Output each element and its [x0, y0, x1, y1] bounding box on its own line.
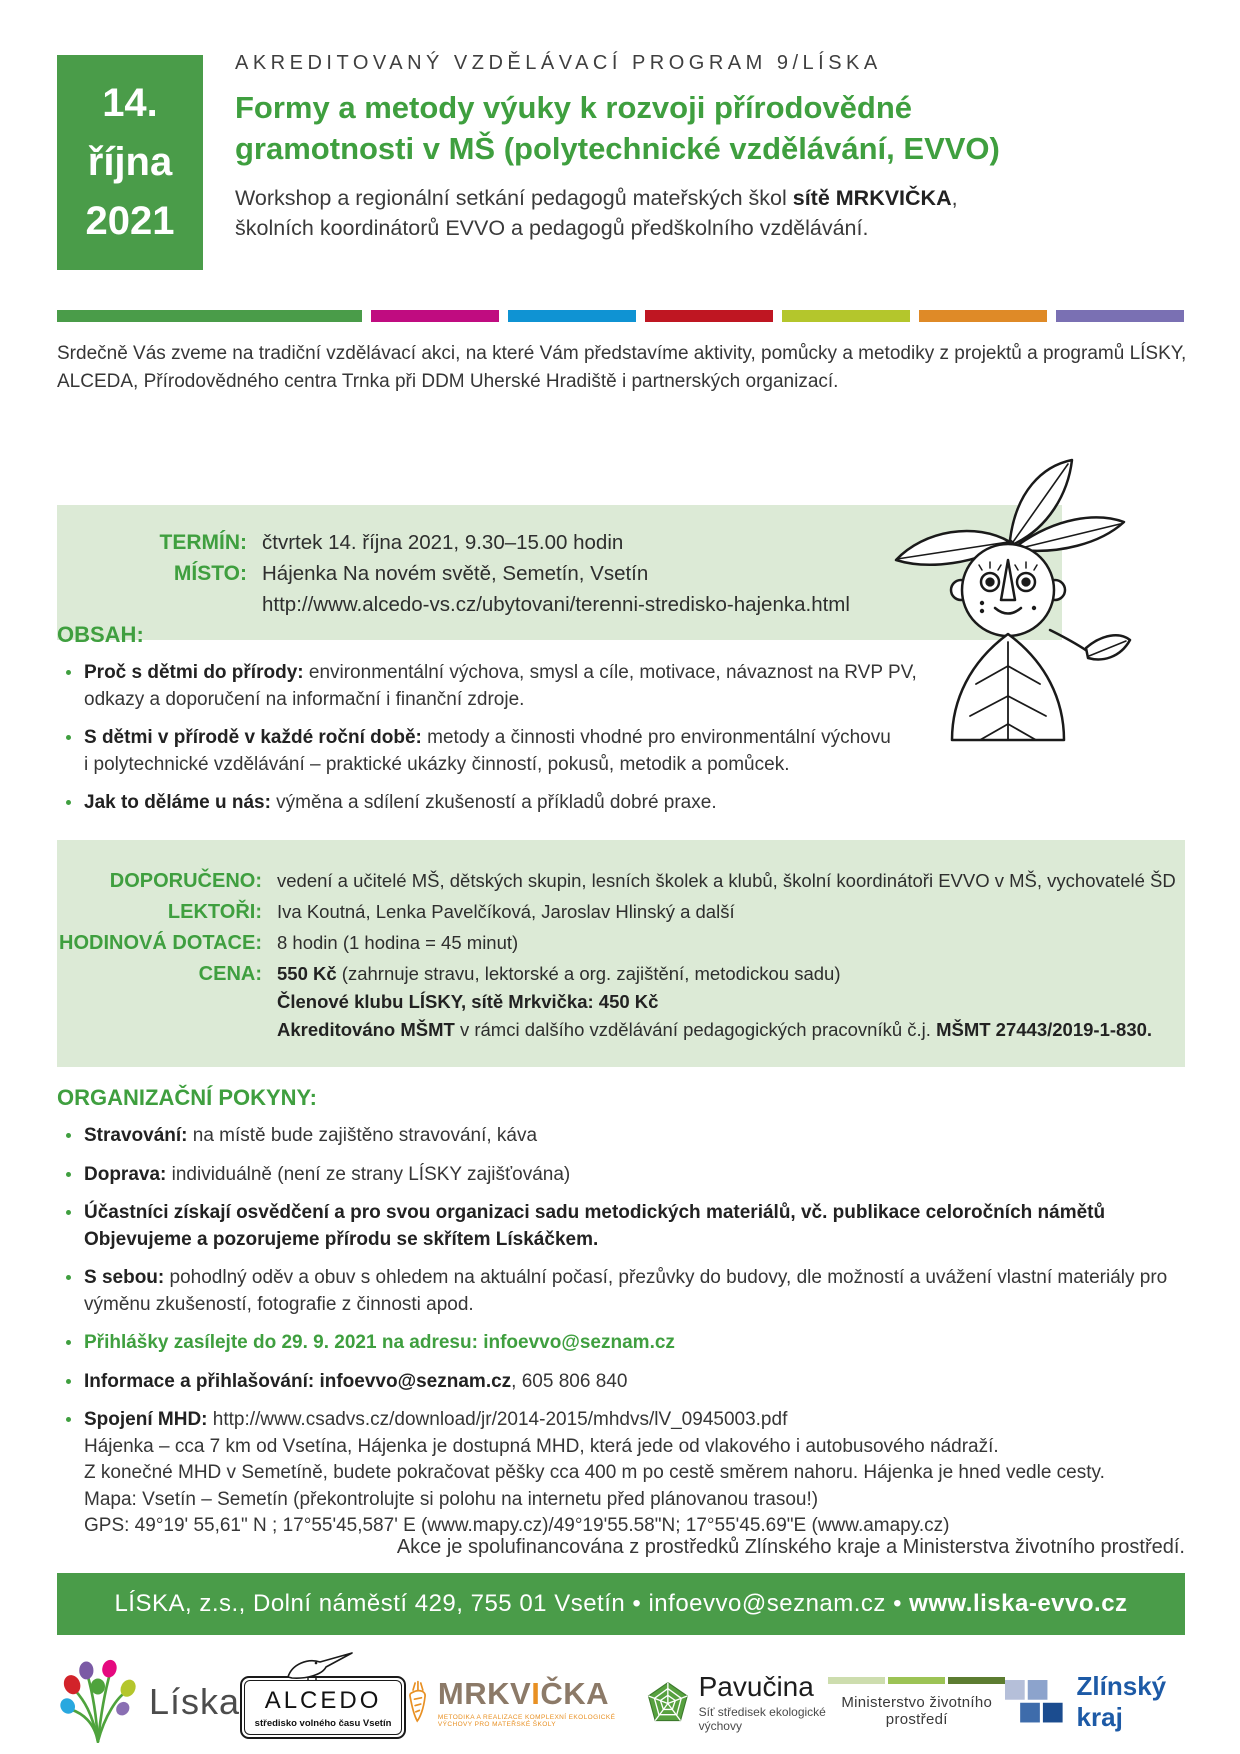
row-label: HODINOVÁ DOTACE: — [59, 932, 262, 954]
bullet-item — [57, 1369, 1217, 1396]
text-segment: Proč s dětmi do přírody: — [84, 662, 304, 683]
text-line — [84, 1162, 1217, 1189]
bullet-item — [57, 790, 1197, 817]
text-segment: Členové klubu LÍSKY, sítě Mrkvička: 450 Kč — [277, 991, 659, 1012]
logo-mzp — [828, 1677, 1005, 1728]
text-segment: Doprava: — [84, 1163, 167, 1185]
text-line — [277, 960, 1152, 988]
text-segment: výměnu zkušeností, fotografie z činnosti apod. — [84, 1293, 474, 1315]
mzp-logo-text: Ministerstvo životního prostředí — [841, 1693, 993, 1728]
obsah-heading: OBSAH: — [57, 622, 144, 647]
row-value — [262, 867, 1176, 895]
page-title — [235, 87, 1195, 169]
text-line — [235, 183, 1195, 213]
subtitle — [235, 183, 1195, 243]
text-line — [84, 1487, 1217, 1514]
bullet-dot-icon — [66, 1172, 71, 1177]
bullet-item — [57, 1162, 1217, 1189]
divider-segment — [508, 310, 636, 322]
text-segment: Hájenka Na novém světě, Semetín, Vsetín — [262, 562, 649, 585]
mrkvicka-logo-text: MRKVIČKA — [437, 1676, 609, 1711]
text-line — [84, 1460, 1217, 1487]
text-segment: S dětmi v přírodě v každé roční době: — [84, 727, 422, 748]
text-segment: na místě bude zajištěno stravování, káva — [187, 1125, 538, 1146]
event-date-box — [57, 55, 203, 270]
row-value — [262, 929, 518, 957]
text-segment: Objevujeme a pozorujeme přírodu se skřítem Lískáčkem. — [84, 1228, 599, 1250]
intro-line-1: Srdečně Vás zveme na tradiční vzdělávací akci, na které Vám představíme aktivity, pomůcky a metodiky z projektů a programů LÍSKY, — [57, 343, 1187, 364]
text-segment: odkazy a doporučení na informační i finanční zdroje. — [84, 688, 525, 710]
info-row — [57, 929, 1185, 957]
text-segment: (zahrnuje stravu, lektorské a org. zajištění, metodickou sadu) — [336, 963, 841, 984]
mzp-bars-icon — [828, 1677, 1005, 1684]
partner-logos-row — [57, 1652, 1185, 1752]
carrot-icon — [406, 1672, 430, 1732]
text-line — [235, 213, 1195, 243]
bullet-dot-icon — [66, 670, 71, 675]
row-label: CENA: — [198, 963, 262, 985]
link-text[interactable]: www.liska-evvo.cz — [909, 1590, 1128, 1617]
text-segment: 8 hodin (1 hodina = 45 minut) — [277, 932, 519, 953]
divider-segment — [57, 310, 362, 322]
bullet-dot-icon — [66, 1133, 71, 1138]
text-segment: výměna a sdílení zkušeností a příkladů dobré praxe. — [270, 792, 717, 813]
mzp-bar — [948, 1677, 1005, 1684]
text-segment: Účastníci získají osvědčení a pro svou organizaci sadu metodických materiálů, vč. publikace celoročních námětů — [84, 1202, 1106, 1223]
pavucina-web-icon — [647, 1674, 689, 1730]
text-segment: 550 Kč — [277, 963, 337, 984]
text-line — [84, 752, 1197, 779]
text-segment: S sebou: — [84, 1267, 165, 1288]
row-label: MÍSTO: — [173, 562, 247, 585]
text-line — [84, 1434, 1217, 1461]
bullet-item — [57, 1265, 1217, 1318]
text-segment: pohodlný oděv a obuv s ohledem na aktuální počasí, přezůvky do budovy, dle možností a uvážení vlastní materiály pro — [164, 1267, 1168, 1288]
logo-zlinsky-kraj — [1005, 1671, 1185, 1733]
text-segment: , — [951, 186, 958, 210]
zlinsky-kraj-logo-text: Zlínský kraj — [1076, 1671, 1167, 1732]
pavucina-tagline: Síť středisek ekologické výchovy — [698, 1705, 826, 1733]
title-line-1: Formy a metody výuky k rozvoji přírodovědné — [235, 90, 913, 125]
alcedo-frame — [240, 1676, 406, 1739]
text-segment: individuálně (není ze strany LÍSKY zajišťována) — [166, 1163, 571, 1185]
program-kicker: AKREDITOVANÝ VZDĚLÁVACÍ PROGRAM 9/LÍSKA — [235, 52, 882, 74]
mrkvicka-tagline: METODIKA A REALIZACE KOMPLEXNÍ EKOLOGICKÉ VÝCHOVY PRO MATEŘSKÉ ŠKOLY — [437, 1714, 616, 1728]
obsah-section — [57, 622, 1197, 817]
divider-segment — [1056, 310, 1184, 322]
text-line — [84, 1227, 1217, 1254]
text-line — [84, 725, 1197, 752]
alcedo-bird-icon — [280, 1650, 358, 1680]
text-segment: metody a činnosti vhodné pro environmentální výchovu — [421, 727, 891, 748]
text-segment: sítě MRKVIČKA — [792, 186, 952, 210]
divider-segment — [782, 310, 910, 322]
alcedo-tagline: středisko volného času Vsetín — [254, 1717, 392, 1729]
bullet-dot-icon — [66, 1417, 71, 1422]
bullet-item — [57, 725, 1197, 778]
date-year: 2021 — [85, 199, 175, 243]
text-segment: Workshop a regionální setkání pedagogů mateřských škol — [235, 186, 793, 210]
text-segment: i polytechnické vzdělávání – praktické ukázky činností, pokusů, metodik a pomůcek. — [84, 753, 790, 775]
bullet-dot-icon — [66, 800, 71, 805]
text-segment: v rámci dalšího vzdělávání pedagogických pracovníků č.j. — [454, 1019, 937, 1040]
row-value — [262, 898, 735, 926]
link-text[interactable]: http://www.csadvs.cz/download/jr/2014-2015/mhdvs/lV_0945003.pdf — [212, 1409, 788, 1430]
text-segment: Mapa: Vsetín – Semetín (překontrolujte si polohu na internetu před plánovanou trasou!) — [84, 1488, 819, 1510]
text-segment: Akreditováno MŠMT — [277, 1019, 455, 1040]
text-line — [84, 1330, 1217, 1357]
divider-segment — [919, 310, 1047, 322]
text-line — [84, 1369, 1217, 1396]
row-label: DOPORUČENO: — [109, 870, 262, 892]
title-line-2: gramotnosti v MŠ (polytechnické vzdělávání, EVVO) — [235, 131, 1000, 166]
row-value — [247, 527, 623, 558]
text-segment: Stravování: — [84, 1125, 188, 1146]
text-line — [84, 1407, 1217, 1434]
bullet-item — [57, 1123, 1217, 1150]
pokyny-heading: ORGANIZAČNÍ POKYNY: — [57, 1085, 317, 1110]
bullet-item — [57, 660, 1197, 713]
date-month: října — [87, 140, 173, 184]
bullet-dot-icon — [66, 735, 71, 740]
pokyny-section — [57, 1085, 1217, 1540]
text-segment: environmentální výchova, smysl a cíle, motivace, návaznost na RVP PV, — [303, 662, 917, 683]
text-segment: GPS: 49°19' 55,61" N ; 17°55'45,587' E (www.mapy.cz)/49°19'55.58"N; 17°55'45.69"E (www.amapy.cz) — [84, 1515, 950, 1536]
text-segment: Hájenka – cca 7 km od Vsetína, Hájenka je dostupná MHD, která jede od vlakového i autobusového nádraží. — [84, 1435, 999, 1457]
text-segment: školních koordinátorů EVVO a pedagogů předškolního vzdělávání. — [235, 216, 869, 240]
text-line — [277, 867, 1176, 895]
text-segment: Iva Koutná, Lenka Pavelčíková, Jaroslav Hlinský a další — [277, 901, 735, 922]
mzp-bar — [888, 1677, 945, 1684]
logo-mrkvicka — [406, 1672, 647, 1732]
info-row — [57, 960, 1185, 1044]
text-line — [262, 589, 850, 620]
text-line — [277, 898, 735, 926]
text-line — [84, 1200, 1217, 1227]
row-label: TERMÍN: — [159, 531, 247, 554]
text-line — [84, 687, 1197, 714]
text-segment: Spojení MHD: — [84, 1409, 208, 1430]
text-segment: LÍSKA, z.s., Dolní náměstí 429, 755 01 Vsetín • infoevvo@seznam.cz • — [114, 1590, 910, 1617]
text-segment: čtvrtek 14. října 2021, 9.30–15.00 hodin — [262, 531, 624, 554]
info-row — [57, 867, 1185, 895]
text-line — [84, 790, 1197, 817]
liska-bouquet-icon — [57, 1656, 137, 1748]
link-text[interactable]: infoevvo@seznam.cz — [319, 1370, 512, 1392]
row-value — [262, 960, 1152, 1044]
text-segment: vedení a učitelé MŠ, dětských skupin, lesních školek a klubů, školní koordinátoři EVVO v MŠ, vychovatelé ŠD — [277, 870, 1176, 891]
logo-liska — [57, 1656, 240, 1748]
header — [235, 52, 1195, 243]
mzp-bar — [828, 1677, 885, 1684]
obsah-bullets — [57, 660, 1197, 817]
text-line — [114, 1590, 1127, 1618]
text-line — [277, 1016, 1152, 1044]
date-day: 14. — [102, 81, 158, 125]
text-segment: Přihlášky zasílejte do 29. 9. 2021 na adresu: — [84, 1332, 484, 1353]
text-line — [84, 1123, 1217, 1150]
text-line — [277, 929, 518, 957]
text-segment: Z konečné MHD v Semetíně, budete pokračovat pěšky cca 400 m po cestě směrem nahoru. Hájenka je hned vedle cesty. — [84, 1462, 1105, 1483]
bullet-item — [57, 1407, 1217, 1540]
text-line — [262, 558, 850, 589]
alcedo-logo-text: ALCEDO — [264, 1686, 382, 1714]
bullet-dot-icon — [66, 1340, 71, 1345]
bullet-dot-icon — [66, 1379, 71, 1384]
info-row — [57, 898, 1185, 926]
divider-segment — [371, 310, 499, 322]
text-segment: , 605 806 840 — [511, 1370, 628, 1392]
text-segment: MŠMT 27443/2019-1-830. — [936, 1019, 1153, 1040]
text-line — [277, 988, 1152, 1016]
link-text[interactable]: http://www.alcedo-vs.cz/ubytovani/terenni-stredisko-hajenka.html — [262, 593, 850, 616]
row-label: LEKTOŘI: — [167, 901, 262, 923]
text-line — [262, 527, 623, 558]
recommendation-price-box — [57, 840, 1185, 1067]
row-value — [247, 558, 850, 620]
footer-address-bar — [57, 1573, 1185, 1635]
logo-pavucina — [647, 1671, 828, 1733]
liska-logo-text: Líska — [149, 1681, 241, 1722]
pavucina-logo-text: Pavučina — [698, 1671, 814, 1702]
divider-segment — [645, 310, 773, 322]
link-text[interactable]: infoevvo@seznam.cz — [483, 1332, 675, 1353]
text-segment: Jak to děláme u nás: — [84, 792, 271, 813]
bullet-dot-icon — [66, 1275, 71, 1280]
funding-note: Akce je spolufinancována z prostředků Zlínského kraje a Ministerstva životního prostředí. — [396, 1536, 1185, 1558]
logo-alcedo — [240, 1676, 406, 1739]
color-divider-bar — [57, 310, 1185, 322]
text-line — [84, 660, 1197, 687]
intro-line-2: ALCEDA, Přírodovědného centra Trnka při DDM Uherské Hradiště i partnerských organizací. — [57, 371, 839, 392]
intro-paragraph — [57, 340, 1197, 396]
text-segment: Informace a přihlašování: — [84, 1370, 320, 1392]
bullet-item — [57, 1330, 1217, 1357]
bullet-dot-icon — [66, 1210, 71, 1215]
text-line — [84, 1265, 1217, 1292]
pokyny-bullets — [57, 1123, 1217, 1540]
text-line — [84, 1292, 1217, 1319]
bullet-item — [57, 1200, 1217, 1253]
zlinsky-kraj-squares-icon — [1005, 1673, 1064, 1731]
